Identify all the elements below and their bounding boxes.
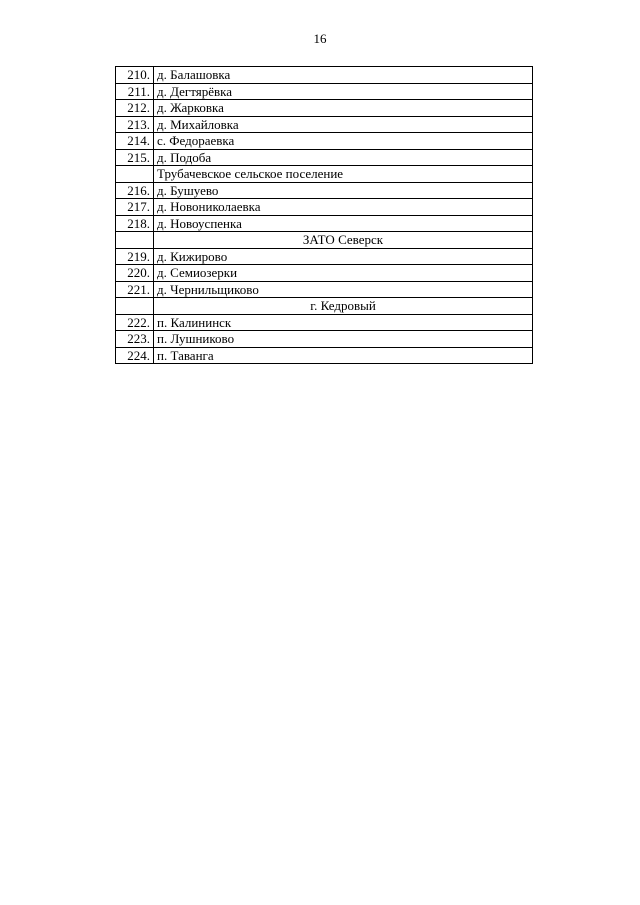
section-row — [116, 166, 533, 183]
section-title: Трубачевское сельское поселение — [154, 166, 533, 183]
settlement-name: д. Чернильщиково — [154, 281, 533, 298]
row-number: 219. — [116, 248, 154, 265]
settlement-name: д. Михайловка — [154, 116, 533, 133]
table-row — [116, 83, 533, 100]
settlement-name: д. Балашовка — [154, 67, 533, 84]
row-number: 212. — [116, 100, 154, 117]
page-number: 16 — [313, 31, 327, 46]
settlement-name: д. Кижирово — [154, 248, 533, 265]
table-row — [116, 331, 533, 348]
table-row — [116, 149, 533, 166]
table-row — [116, 281, 533, 298]
table-row — [116, 67, 533, 84]
table-row — [116, 133, 533, 150]
row-number: 224. — [116, 347, 154, 364]
table-row — [116, 265, 533, 282]
table-row — [116, 215, 533, 232]
settlements-table-body — [116, 67, 533, 364]
row-number: 217. — [116, 199, 154, 216]
table-row — [116, 248, 533, 265]
row-number: 213. — [116, 116, 154, 133]
table-row — [116, 182, 533, 199]
settlement-name: д. Дегтярёвка — [154, 83, 533, 100]
row-number: 223. — [116, 331, 154, 348]
table-row — [116, 100, 533, 117]
row-number: 210. — [116, 67, 154, 84]
settlement-name: д. Семиозерки — [154, 265, 533, 282]
section-row — [116, 298, 533, 315]
settlement-name: с. Федораевка — [154, 133, 533, 150]
row-number: 220. — [116, 265, 154, 282]
settlement-name: д. Подоба — [154, 149, 533, 166]
row-number: 211. — [116, 83, 154, 100]
settlement-name: д. Бушуево — [154, 182, 533, 199]
settlements-table — [115, 66, 533, 364]
table-row — [116, 347, 533, 364]
table-row — [116, 314, 533, 331]
table-row — [116, 199, 533, 216]
settlement-name: п. Калининск — [154, 314, 533, 331]
settlement-name: п. Лушниково — [154, 331, 533, 348]
section-number-cell — [116, 166, 154, 183]
section-number-cell — [116, 298, 154, 315]
section-title: г. Кедровый — [154, 298, 533, 315]
row-number: 215. — [116, 149, 154, 166]
section-number-cell — [116, 232, 154, 249]
settlement-name: п. Таванга — [154, 347, 533, 364]
settlement-name: д. Новониколаевка — [154, 199, 533, 216]
section-title: ЗАТО Северск — [154, 232, 533, 249]
table-row — [116, 116, 533, 133]
row-number: 221. — [116, 281, 154, 298]
row-number: 216. — [116, 182, 154, 199]
row-number: 218. — [116, 215, 154, 232]
settlement-name: д. Новоуспенка — [154, 215, 533, 232]
settlement-name: д. Жарковка — [154, 100, 533, 117]
section-row — [116, 232, 533, 249]
row-number: 222. — [116, 314, 154, 331]
row-number: 214. — [116, 133, 154, 150]
